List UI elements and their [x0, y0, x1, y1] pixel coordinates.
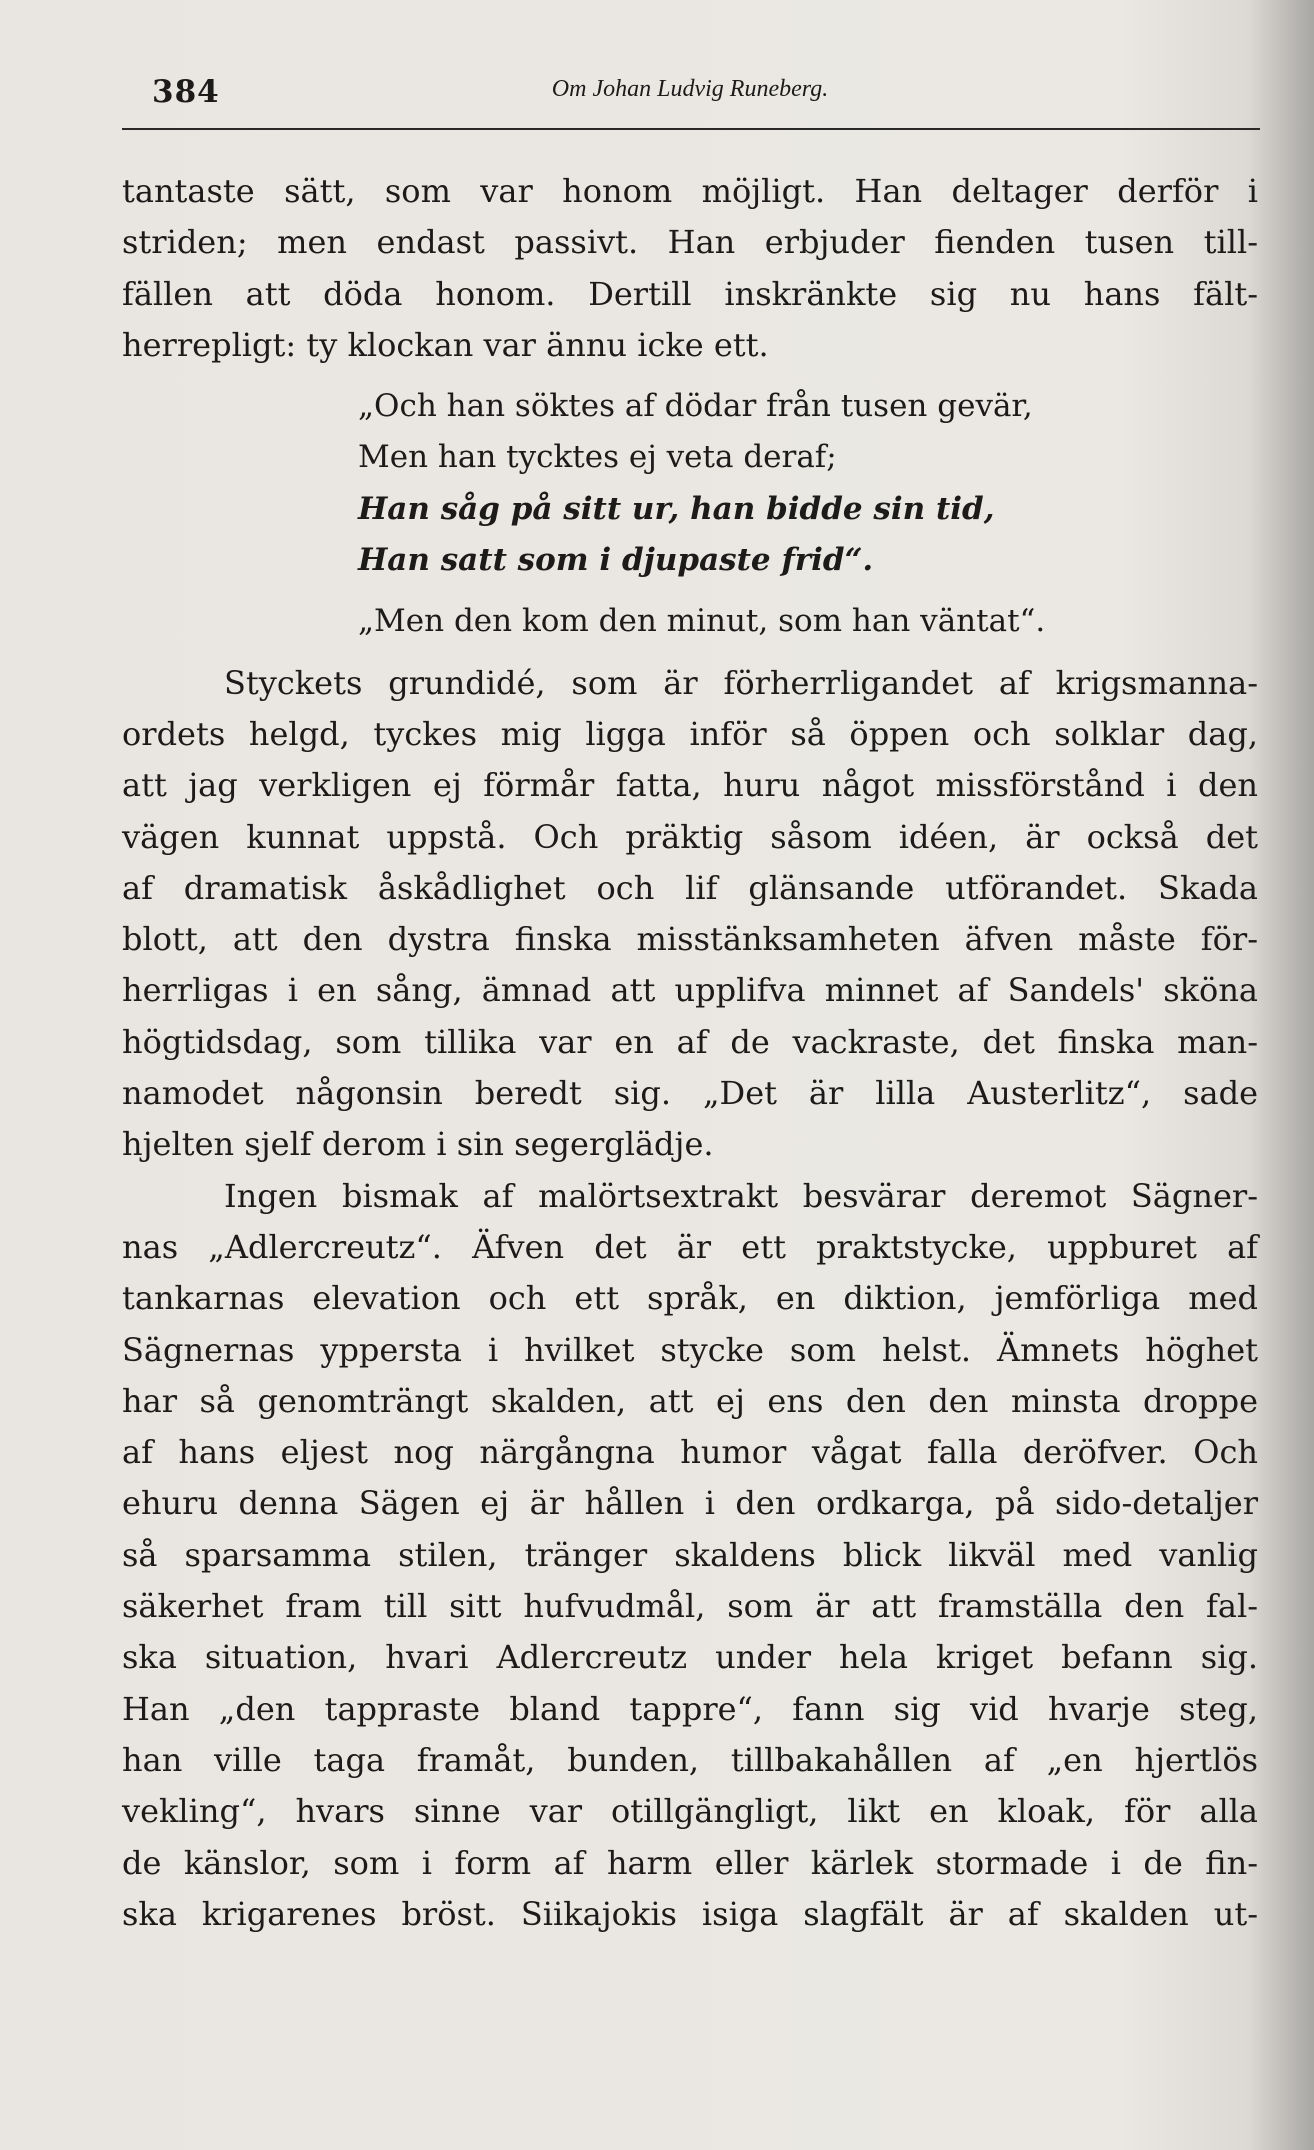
text-line: striden; men endast passivt. Han erbjuder fienden tusen till- — [122, 223, 1258, 262]
verse-closing-line: „Men den kom den minut, som han väntat“. — [358, 603, 1046, 640]
spacer — [122, 586, 1258, 596]
text-line: de känslor, som i form af harm eller kärlek stormade i de fin- — [122, 1843, 1258, 1882]
text-line: vekling“, hvars sinne var otillgängligt, likt en kloak, för alla — [122, 1792, 1258, 1831]
spacer — [122, 371, 1258, 381]
page-body — [122, 166, 1258, 1940]
text-line: ska krigarenes bröst. Siikajokis isiga slagfält är af skalden ut- — [122, 1894, 1258, 1933]
text-line: vägen kunnat uppstå. Och präktig såsom idéen, är också det — [122, 817, 1258, 856]
verse-line: „Och han söktes af dödar från tusen gevär, — [358, 388, 1033, 425]
text-line: Sägnernas yppersta i hvilket stycke som helst. Ämnets höghet — [122, 1330, 1258, 1369]
text-line: herrepligt: ty klockan var ännu icke ett. — [122, 325, 769, 364]
text-line: tankarnas elevation och ett språk, en diktion, jemförliga med — [122, 1279, 1258, 1318]
text-line: nas „Adlercreutz“. Äfven det är ett praktstycke, uppburet af — [122, 1227, 1258, 1266]
text-line: ehuru denna Sägen ej är hållen i den ordkarga, på sido-detaljer — [122, 1484, 1258, 1523]
intro-text — [122, 166, 1258, 371]
text-line: Styckets grundidé, som är förherrligandet af krigsmanna- — [224, 663, 1258, 702]
text-line: så sparsamma stilen, tränger skaldens blick likväl med vanlig — [122, 1535, 1258, 1574]
text-line: af hans eljest nog närgångna humor vågat falla deröfver. Och — [122, 1433, 1258, 1472]
text-line: hjelten sjelf derom i sin segerglädje. — [122, 1125, 714, 1164]
text-line: ordets helgd, tyckes mig ligga inför så öppen och solklar dag, — [122, 714, 1258, 753]
text-line: han ville taga framåt, bunden, tillbakahållen af „en hjertlös — [122, 1740, 1258, 1779]
text-line: ska situation, hvari Adlercreutz under hela kriget befann sig. — [122, 1638, 1258, 1677]
text-line: tantaste sätt, som var honom möjligt. Han deltager derför i — [122, 172, 1258, 210]
running-title: Om Johan Ludvig Runeberg. — [551, 76, 829, 102]
verse-line: Men han tycktes ej veta deraf; — [358, 439, 837, 476]
spacer — [122, 648, 1258, 658]
text-line: af dramatisk åskådlighet och lif glänsande utförandet. Skada — [122, 868, 1258, 907]
text-line: namodet någonsin beredt sig. „Det är lilla Austerlitz“, sade — [122, 1074, 1258, 1113]
text-line: att jag verkligen ej förmår fatta, huru något missförstånd i den — [122, 766, 1258, 805]
text-line: har så genomträngt skalden, att ej ens den den minsta droppe — [122, 1381, 1258, 1420]
verse-line-italic: Han såg på sitt ur, han bidde sin tid, — [358, 490, 995, 527]
paragraph-styckets — [122, 658, 1258, 1171]
page-header — [122, 64, 1258, 114]
verse-line-italic: Han satt som i djupaste frid“. — [358, 542, 874, 579]
text-line: högtidsdag, som tillika var en af de vackraste, det finska man- — [122, 1022, 1258, 1061]
header-rule — [122, 128, 1260, 130]
text-line: herrligas i en sång, ämnad att upplifva minnet af Sandels' sköna — [122, 971, 1258, 1010]
paragraph-ingen — [122, 1171, 1258, 1940]
text-line: Ingen bismak af malörtsextrakt besvärar deremot Sägner- — [224, 1176, 1258, 1215]
text-line: Han „den tappraste bland tappre“, fann sig vid hvarje steg, — [122, 1689, 1258, 1728]
verse-quote — [122, 381, 1258, 647]
page-number: 384 — [152, 74, 220, 110]
text-line: fällen att döda honom. Dertill inskränkte sig nu hans fält- — [122, 274, 1258, 313]
text-line: säkerhet fram till sitt hufvudmål, som är att framställa den fal- — [122, 1587, 1258, 1626]
text-line: blott, att den dystra finska misstänksamheten äfven måste för- — [122, 920, 1258, 959]
